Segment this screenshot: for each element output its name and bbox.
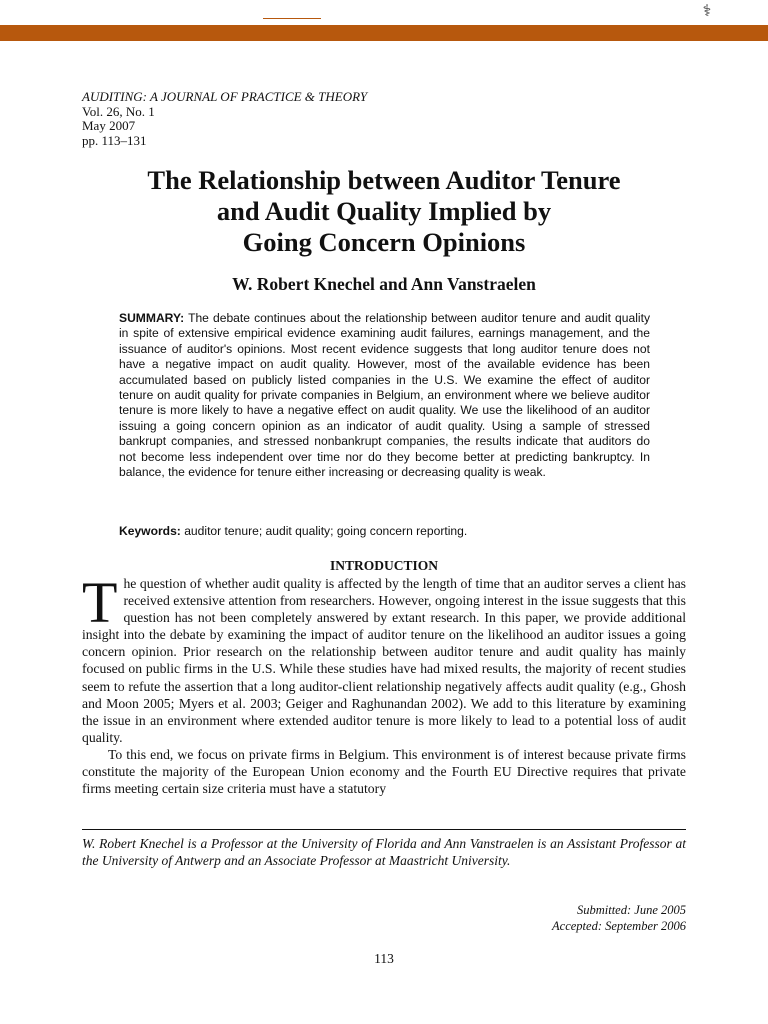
title-line-1: The Relationship between Auditor Tenure	[147, 165, 621, 195]
accepted-date: Accepted: September 2006	[552, 918, 686, 933]
keywords-text: auditor tenure; audit quality; going concern reporting.	[184, 524, 468, 538]
journal-header-bar	[0, 25, 768, 41]
summary-label: SUMMARY:	[119, 311, 185, 325]
journal-pages: pp. 113–131	[82, 132, 147, 148]
keywords-label: Keywords:	[119, 524, 181, 538]
submitted-date: Submitted: June 2005	[576, 903, 686, 917]
paper-authors: W. Robert Knechel and Ann Vanstraelen	[232, 274, 536, 294]
header-rule	[263, 18, 321, 19]
paragraph	[82, 570, 686, 746]
journal-logo-icon: ⚕	[702, 3, 712, 20]
title-line-3: Going Concern Opinions	[242, 227, 526, 257]
journal-date: May 2007	[82, 118, 136, 133]
paragraph-2-text: To this end, we focus on private firms in Belgium. This environment is of interest because private firms constitute the majority of the European Union economy and the Fourth EU Directive requires that private firms meeting certain size criteria must have a statutory	[82, 746, 686, 797]
summary	[119, 311, 650, 480]
journal-info	[82, 90, 367, 148]
paper-title	[40, 165, 728, 258]
paragraph-1-text: he question of whether audit quality is affected by the length of time that an auditor serves a client has received extensive attention from researchers. However, ongoing interest in the issue suggests that this question has not been completely answered by extant research. In this paper, we provide additional insight into the debate by examining the impact of auditor tenure on the likelihood an auditor issues a going concern opinion. Prior research on the relationship between auditor tenure and audit quality has mainly focused on public firms in the U.S. While these studies have had mixed results, the majority of recent studies seem to refute the assertion that a long auditor-client relationship negatively affects audit quality (e.g., Ghosh and Moon 2005; Myers et al. 2003; Geiger and Raghunandan 2002). We add to this literature by examining the issue in an environment where extended auditor tenure is more likely to lead to a potential loss of audit quality.	[82, 576, 686, 745]
submission-dates	[386, 903, 686, 934]
journal-volume: Vol. 26, No. 1	[82, 103, 155, 119]
body-text	[82, 570, 686, 797]
summary-text: The debate continues about the relationship between auditor tenure and audit quality in spite of extensive empirical evidence examining audit failures, earnings management, and the issuance of auditor's opinions. Most recent evidence suggests that long auditor tenure does not have a negative impact on audit quality. However, most of the available evidence has been accumulated based on publicly listed companies in the U.S. We examine the effect of auditor tenure on audit quality for private companies in Belgium, an environment where we believe auditor tenure is more likely to have a negative effect on audit quality. We use the likelihood of an auditor issuing a going concern opinion as an indicator of audit quality. Using a sample of stressed bankrupt companies, and stressed nonbankrupt companies, the results indicate that auditors do not become less independent over time nor do they become better at predicting bankruptcy. In balance, the evidence for tenure either increasing or decreasing quality is weak.	[119, 311, 650, 480]
author-footnote: W. Robert Knechel is a Professor at the University of Florida and Ann Vanstraelen is an Assistant Professor at the University of Antwerp and an Associate Professor at Maastricht University.	[82, 836, 686, 868]
drop-cap: T	[82, 570, 118, 635]
page-number: 113	[374, 951, 394, 966]
section-heading-introduction: INTRODUCTION	[329, 558, 438, 573]
footnote-divider	[82, 829, 686, 830]
title-line-2: and Audit Quality Implied by	[216, 196, 552, 226]
journal-name: AUDITING: A JOURNAL OF PRACTICE & THEORY	[82, 89, 368, 104]
keywords	[119, 524, 650, 538]
